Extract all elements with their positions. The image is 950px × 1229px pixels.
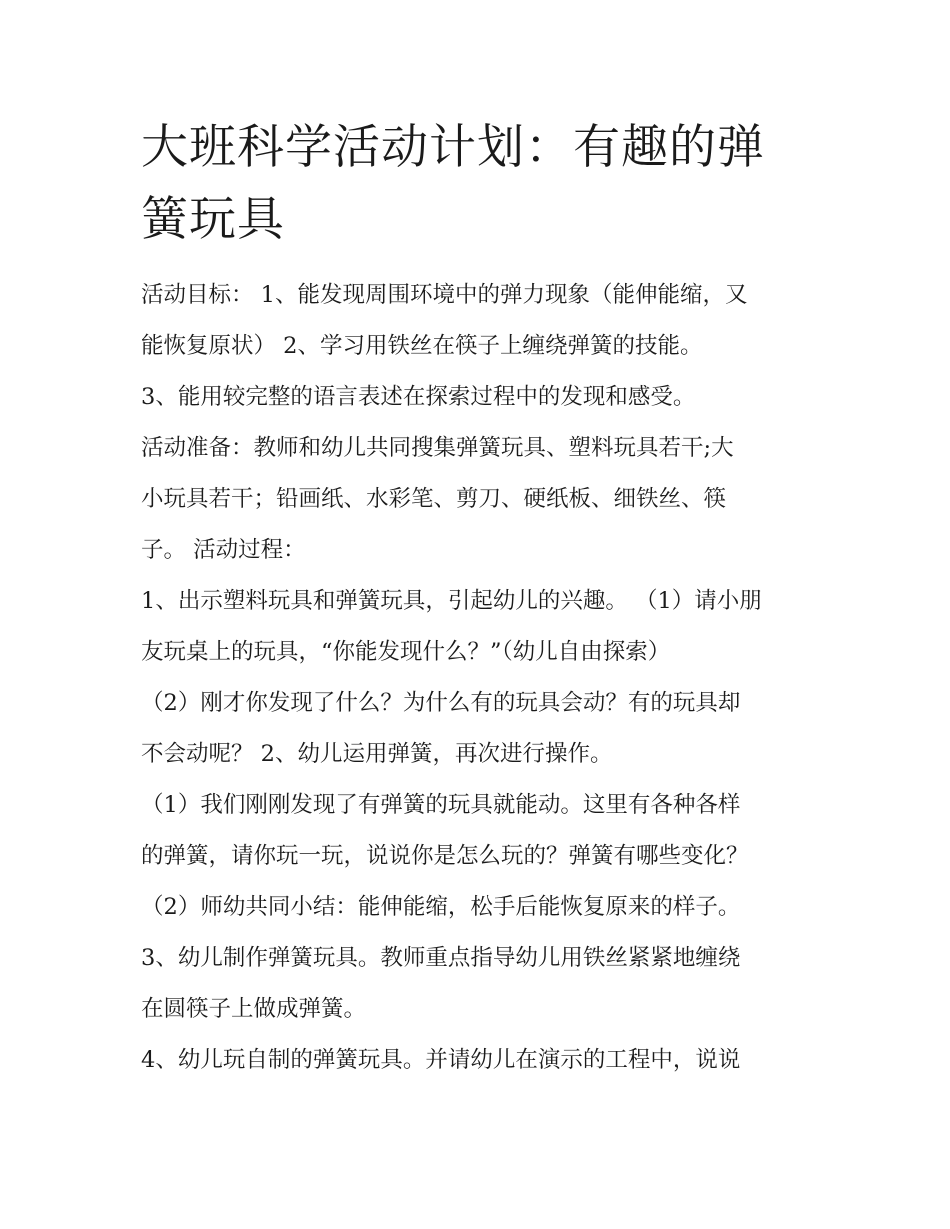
document-body: [141, 270, 813, 1086]
body-line: （2）刚才你发现了什么？为什么有的玩具会动？有的玩具却: [141, 690, 741, 716]
body-line: 活动目标： 1、能发现周围环境中的弹力现象（能伸能缩，又: [141, 282, 748, 308]
body-line: 3、能用较完整的语言表述在探索过程中的发现和感受。: [141, 384, 696, 410]
body-line: 不会动呢？ 2、幼儿运用弹簧，再次进行操作。: [141, 741, 613, 767]
document-page: [141, 112, 813, 1086]
body-line: 子。 活动过程：: [141, 537, 306, 563]
title-line-2: 簧玩具: [141, 192, 285, 247]
body-line: 4、幼儿玩自制的弹簧玩具。并请幼儿在演示的工程中，说说: [141, 1047, 741, 1073]
body-line: 在圆筷子上做成弹簧。: [141, 996, 367, 1022]
title-line-1: 大班科学活动计划：有趣的弹: [141, 120, 765, 175]
body-line: 小玩具若干；铅画纸、水彩笔、剪刀、硬纸板、细铁丝、筷: [141, 486, 727, 512]
body-line: 活动准备：教师和幼儿共同搜集弹簧玩具、塑料玩具若干;大: [141, 435, 734, 461]
body-line: 1、出示塑料玩具和弹簧玩具，引起幼儿的兴趣。 （1）请小朋: [141, 588, 762, 614]
body-line: （1）我们刚刚发现了有弹簧的玩具就能动。这里有各种各样: [141, 792, 741, 818]
document-title: [141, 112, 813, 256]
body-line: 能恢复原状） 2、学习用铁丝在筷子上缠绕弹簧的技能。: [141, 333, 703, 359]
body-line: （2）师幼共同小结：能伸能缩，松手后能恢复原来的样子。: [141, 894, 741, 920]
body-line: 友玩桌上的玩具，“你能发现什么？”（幼儿自由探索）: [141, 639, 671, 665]
body-line: 3、幼儿制作弹簧玩具。教师重点指导幼儿用铁丝紧紧地缠绕: [141, 945, 741, 971]
body-line: 的弹簧，请你玩一玩，说说你是怎么玩的？弹簧有哪些变化？: [141, 843, 749, 869]
